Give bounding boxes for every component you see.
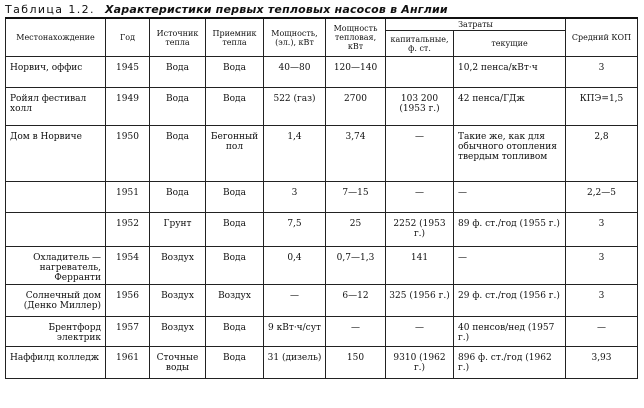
cell-capital: 325 (1956 г.): [386, 285, 454, 317]
cell-cop: —: [566, 317, 638, 347]
cell-capital: —: [386, 182, 454, 213]
header-costs-group: Затраты: [386, 18, 566, 31]
cell-year: 1961: [106, 347, 150, 379]
cell-power: 40—80: [264, 57, 326, 88]
cell-power: 1,4: [264, 126, 326, 182]
cell-current: 42 пенса/ГДж: [454, 88, 566, 126]
cell-current: 10,2 пенса/кВт·ч: [454, 57, 566, 88]
cell-year: 1956: [106, 285, 150, 317]
cell-receiver: Вода: [206, 247, 264, 285]
table-row: [6, 57, 638, 88]
heat-pumps-table: [5, 17, 638, 379]
cell-receiver: Вода: [206, 213, 264, 247]
table-row: [6, 126, 638, 182]
table-row: [6, 285, 638, 317]
cell-location: [6, 182, 106, 213]
cell-heat: 7—15: [326, 182, 386, 213]
cell-heat: 2700: [326, 88, 386, 126]
cell-capital: 2252 (1953 г.): [386, 213, 454, 247]
cell-current: 896 ф. ст./год (1962 г.): [454, 347, 566, 379]
table-caption: [3, 3, 641, 17]
cell-source: Воздух: [150, 285, 206, 317]
header-location: Местонахождение: [6, 18, 106, 57]
cell-power: 31 (дизель): [264, 347, 326, 379]
cell-year: 1951: [106, 182, 150, 213]
table-row: [6, 213, 638, 247]
cell-cop: 2,2—5: [566, 182, 638, 213]
header-power: Мощность, (эл.), кВт: [264, 18, 326, 57]
cell-heat: 0,7—1,3: [326, 247, 386, 285]
cell-receiver: Вода: [206, 88, 264, 126]
cell-cop: 3: [566, 57, 638, 88]
cell-source: Грунт: [150, 213, 206, 247]
cell-location: Ройял фестивал холл: [6, 88, 106, 126]
cell-year: 1954: [106, 247, 150, 285]
cell-receiver: Вода: [206, 57, 264, 88]
cell-capital: 103 200 (1953 г.): [386, 88, 454, 126]
header-heat-receiver: Приемник тепла: [206, 18, 264, 57]
cell-year: 1950: [106, 126, 150, 182]
cell-source: Вода: [150, 57, 206, 88]
cell-year: 1949: [106, 88, 150, 126]
cell-capital: —: [386, 126, 454, 182]
table-row: [6, 247, 638, 285]
cell-capital: —: [386, 317, 454, 347]
cell-cop: 3: [566, 247, 638, 285]
cell-receiver: Вода: [206, 182, 264, 213]
cell-current: 40 пенсов/нед (1957 г.): [454, 317, 566, 347]
cell-source: Вода: [150, 126, 206, 182]
cell-location: Солнечный дом (Денко Миллер): [6, 285, 106, 317]
cell-location: Норвич, оффис: [6, 57, 106, 88]
table-row: [6, 347, 638, 379]
cell-receiver: Воздух: [206, 285, 264, 317]
cell-power: 522 (газ): [264, 88, 326, 126]
cell-power: —: [264, 285, 326, 317]
cell-heat: 120—140: [326, 57, 386, 88]
cell-capital: 9310 (1962 г.): [386, 347, 454, 379]
cell-year: 1945: [106, 57, 150, 88]
caption-title: Характеристики первых тепловых насосов в Англии: [104, 3, 448, 16]
cell-heat: 25: [326, 213, 386, 247]
cell-receiver: Вода: [206, 317, 264, 347]
cell-year: 1957: [106, 317, 150, 347]
cell-location: Наффилд колледж: [6, 347, 106, 379]
cell-location: Дом в Норвиче: [6, 126, 106, 182]
cell-power: 0,4: [264, 247, 326, 285]
cell-current: 29 ф. ст./год (1956 г.): [454, 285, 566, 317]
cell-power: 7,5: [264, 213, 326, 247]
cell-source: Воздух: [150, 247, 206, 285]
cell-current: —: [454, 182, 566, 213]
cell-cop: 3: [566, 285, 638, 317]
cell-power: 9 кВт·ч/сут: [264, 317, 326, 347]
cell-power: 3: [264, 182, 326, 213]
cell-current: Такие же, как для обычного отопления твердым топливом: [454, 126, 566, 182]
cell-source: Вода: [150, 182, 206, 213]
cell-cop: 3: [566, 213, 638, 247]
table-row: [6, 88, 638, 126]
header-current: текущие: [454, 31, 566, 57]
cell-source: Сточные воды: [150, 347, 206, 379]
header-heat-power: Мощность тепловая, кВт: [326, 18, 386, 57]
header-capital: капитальные, ф. ст.: [386, 31, 454, 57]
cell-location: Охладитель — нагреватель, Ферранти: [6, 247, 106, 285]
cell-cop: 3,93: [566, 347, 638, 379]
table-row: [6, 182, 638, 213]
header-cop: Средний КОП: [566, 18, 638, 57]
cell-heat: 3,74: [326, 126, 386, 182]
cell-current: —: [454, 247, 566, 285]
cell-current: 89 ф. ст./год (1955 г.): [454, 213, 566, 247]
caption-label: Таблица 1.2.: [5, 3, 95, 16]
cell-heat: —: [326, 317, 386, 347]
cell-source: Вода: [150, 88, 206, 126]
cell-source: Воздух: [150, 317, 206, 347]
cell-location: [6, 213, 106, 247]
table-row: [6, 317, 638, 347]
cell-capital: 141: [386, 247, 454, 285]
cell-heat: 150: [326, 347, 386, 379]
cell-location: Брентфорд электрик: [6, 317, 106, 347]
header-heat-source: Источник тепла: [150, 18, 206, 57]
cell-capital: [386, 57, 454, 88]
cell-receiver: Вода: [206, 347, 264, 379]
cell-heat: 6—12: [326, 285, 386, 317]
cell-receiver: Бегонный пол: [206, 126, 264, 182]
cell-cop: КПЭ=1,5: [566, 88, 638, 126]
header-year: Год: [106, 18, 150, 57]
cell-cop: 2,8: [566, 126, 638, 182]
cell-year: 1952: [106, 213, 150, 247]
